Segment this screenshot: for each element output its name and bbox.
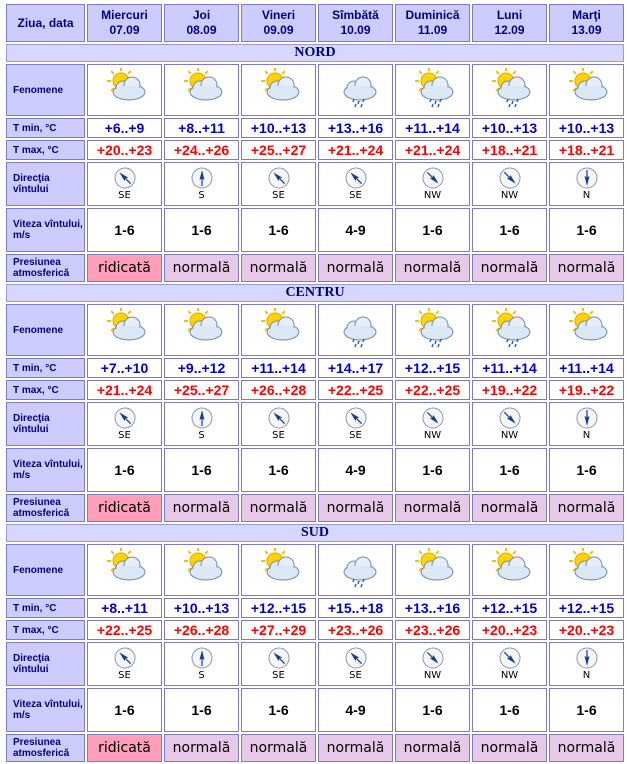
wind-direction-arrow-icon: [88, 647, 161, 669]
partly-cloudy-icon: [178, 575, 226, 592]
tmin-row: [6, 118, 624, 138]
pressure-row: [6, 494, 624, 522]
partly-cloudy-icon: [255, 95, 303, 112]
tmax-cell: +18..+21: [472, 140, 547, 160]
wind-direction-cell: [318, 162, 393, 206]
wind-direction-arrow-icon: [88, 167, 161, 189]
wind-direction-cell: [472, 402, 547, 446]
pressure-cell: normală: [241, 494, 316, 522]
wind-speed-cell: 1-6: [87, 688, 162, 732]
wind-direction-cell: [164, 642, 239, 686]
wind-direction-arrow-icon: [165, 647, 238, 669]
wind-speed-cell: 1-6: [164, 208, 239, 252]
wind-speed-cell: 1-6: [549, 448, 624, 492]
pressure-row: [6, 734, 624, 762]
sun-cloud-rain-icon: [409, 95, 457, 112]
tmin-cell: +11..+14: [549, 358, 624, 378]
tmin-cell: +11..+14: [241, 358, 316, 378]
wind-direction-cell: [241, 402, 316, 446]
weather-cell: [472, 304, 547, 356]
region-title-row: [6, 44, 624, 62]
tmin-cell: +13..+16: [318, 118, 393, 138]
pressure-cell: normală: [395, 254, 470, 282]
wind-direction-cell: [87, 162, 162, 206]
tmin-label: T min, °C: [6, 358, 85, 378]
wind-direction-label: SE: [349, 430, 362, 441]
wind-speed-cell: 1-6: [241, 208, 316, 252]
wind-speed-cell: 4-9: [318, 208, 393, 252]
pressure-cell: ridicată: [87, 734, 162, 762]
pressure-cell: normală: [241, 254, 316, 282]
day-header: [395, 4, 470, 42]
tmax-row: [6, 620, 624, 640]
wind-direction-label: N: [582, 430, 591, 441]
wind-speed-cell: 1-6: [549, 688, 624, 732]
pressure-cell: normală: [164, 734, 239, 762]
tmax-cell: +21..+24: [318, 140, 393, 160]
tmin-cell: +12..+15: [395, 358, 470, 378]
partly-cloudy-icon: [486, 575, 534, 592]
tmax-cell: +24..+26: [164, 140, 239, 160]
tmax-label: T max, °C: [6, 620, 85, 640]
pressure-row: [6, 254, 624, 282]
day-name: Duminică: [405, 8, 460, 22]
wind-direction-arrow-icon: [319, 167, 392, 189]
wind-direction-cell: [87, 642, 162, 686]
wind-direction-label: SE: [349, 190, 362, 201]
tmax-label: T max, °C: [6, 140, 85, 160]
tmin-cell: +7..+10: [87, 358, 162, 378]
region-title-centru: CENTRU: [6, 284, 624, 302]
wind-speed-cell: 1-6: [87, 448, 162, 492]
wind-direction-cell: [164, 402, 239, 446]
tmin-cell: +12..+15: [472, 598, 547, 618]
day-date: 11.09: [417, 23, 448, 37]
wind-direction-label: S: [198, 190, 205, 201]
tmax-cell: +23..+26: [395, 620, 470, 640]
wind-direction-arrow-icon: [396, 407, 469, 429]
wind-speed-row: [6, 208, 624, 252]
tmax-cell: +19..+22: [472, 380, 547, 400]
weather-cell: [164, 304, 239, 356]
wind-speed-cell: 1-6: [164, 448, 239, 492]
pressure-cell: normală: [318, 494, 393, 522]
wind-speed-cell: 1-6: [164, 688, 239, 732]
wind-direction-arrow-icon: [473, 407, 546, 429]
wind-direction-arrow-icon: [473, 167, 546, 189]
weather-cell: [395, 544, 470, 596]
wind-direction-arrow-icon: [242, 167, 315, 189]
partly-cloudy-icon: [409, 575, 457, 592]
tmax-cell: +26..+28: [164, 620, 239, 640]
wind-direction-cell: [472, 642, 547, 686]
weather-cell: [241, 544, 316, 596]
tmin-cell: +11..+14: [395, 118, 470, 138]
wind-speed-cell: 1-6: [395, 208, 470, 252]
day-name: Luni: [496, 8, 523, 22]
partly-cloudy-icon: [255, 575, 303, 592]
partly-cloudy-icon: [101, 95, 149, 112]
wind-direction-label: SE: [118, 190, 131, 201]
pressure-cell: normală: [395, 494, 470, 522]
day-header: [87, 4, 162, 42]
wind-direction-label: NW: [500, 190, 519, 201]
weather-cell: [87, 304, 162, 356]
phenomena-label: Fenomene: [6, 544, 85, 596]
wind-speed-label: Viteza vîntului, m/s: [6, 208, 85, 252]
wind-direction-label: SE: [272, 430, 285, 441]
wind-direction-arrow-icon: [396, 167, 469, 189]
tmax-cell: +21..+24: [395, 140, 470, 160]
wind-direction-label: SE: [118, 670, 131, 681]
wind-speed-cell: 1-6: [472, 688, 547, 732]
weather-cell: [318, 64, 393, 116]
tmin-row: [6, 358, 624, 378]
wind-direction-label: SE: [272, 670, 285, 681]
wind-speed-label: Viteza vîntului, m/s: [6, 448, 85, 492]
pressure-cell: normală: [549, 494, 624, 522]
tmin-label: T min, °C: [6, 598, 85, 618]
header-row: [6, 4, 624, 42]
tmin-cell: +8..+11: [164, 118, 239, 138]
wind-speed-cell: 1-6: [241, 688, 316, 732]
weather-cell: [472, 64, 547, 116]
day-name: Miercuri: [101, 8, 148, 22]
day-date: 08.09: [186, 23, 217, 37]
phenomena-label: Fenomene: [6, 304, 85, 356]
weather-cell: [318, 544, 393, 596]
sun-cloud-rain-icon: [486, 335, 534, 352]
wind-direction-cell: [395, 402, 470, 446]
pressure-cell: ridicată: [87, 494, 162, 522]
wind-direction-arrow-icon: [550, 647, 623, 669]
phenomena-label: Fenomene: [6, 64, 85, 116]
wind-direction-cell: [472, 162, 547, 206]
wind-direction-arrow-icon: [319, 407, 392, 429]
tmax-cell: +27..+29: [241, 620, 316, 640]
day-name: Marţi: [572, 8, 601, 22]
tmin-cell: +12..+15: [549, 598, 624, 618]
tmin-cell: +12..+15: [241, 598, 316, 618]
wind-direction-label: Direcţia vîntului: [6, 162, 85, 206]
tmax-cell: +20..+23: [549, 620, 624, 640]
wind-direction-cell: [318, 402, 393, 446]
wind-direction-label: NW: [500, 670, 519, 681]
day-header: [164, 4, 239, 42]
tmin-cell: +10..+13: [241, 118, 316, 138]
wind-direction-label: N: [582, 190, 591, 201]
wind-direction-cell: [241, 642, 316, 686]
rain-cloud-icon: [332, 575, 380, 592]
tmax-cell: +26..+28: [241, 380, 316, 400]
wind-direction-label: SE: [349, 670, 362, 681]
partly-cloudy-icon: [563, 335, 611, 352]
tmax-cell: +22..+25: [87, 620, 162, 640]
tmax-cell: +23..+26: [318, 620, 393, 640]
partly-cloudy-icon: [178, 95, 226, 112]
pressure-cell: normală: [318, 734, 393, 762]
phenomena-row: [6, 544, 624, 596]
wind-direction-label: S: [198, 430, 205, 441]
wind-direction-arrow-icon: [550, 167, 623, 189]
tmax-cell: +19..+22: [549, 380, 624, 400]
forecast-container: [4, 2, 624, 764]
day-header: [472, 4, 547, 42]
tmin-cell: +13..+16: [395, 598, 470, 618]
weather-cell: [87, 544, 162, 596]
pressure-cell: normală: [472, 734, 547, 762]
wind-direction-label: NW: [423, 670, 442, 681]
tmax-cell: +21..+24: [87, 380, 162, 400]
tmax-cell: +22..+25: [395, 380, 470, 400]
forecast-table: [4, 2, 626, 764]
phenomena-row: [6, 304, 624, 356]
weather-cell: [318, 304, 393, 356]
wind-direction-cell: [241, 162, 316, 206]
pressure-cell: normală: [318, 254, 393, 282]
day-header: [549, 4, 624, 42]
partly-cloudy-icon: [563, 95, 611, 112]
pressure-cell: normală: [472, 254, 547, 282]
wind-direction-arrow-icon: [165, 407, 238, 429]
wind-speed-cell: 1-6: [87, 208, 162, 252]
day-header: [241, 4, 316, 42]
tmax-cell: +25..+27: [164, 380, 239, 400]
partly-cloudy-icon: [101, 335, 149, 352]
day-date: 12.09: [494, 23, 525, 37]
wind-direction-cell: [549, 162, 624, 206]
day-header: [318, 4, 393, 42]
wind-direction-row: [6, 642, 624, 686]
wind-direction-cell: [549, 402, 624, 446]
wind-direction-label: Direcţia vîntului: [6, 642, 85, 686]
tmin-cell: +11..+14: [472, 358, 547, 378]
wind-direction-label: S: [198, 670, 205, 681]
wind-direction-cell: [318, 642, 393, 686]
day-name: Sîmbătă: [332, 8, 379, 22]
wind-direction-label: SE: [272, 190, 285, 201]
wind-speed-cell: 1-6: [549, 208, 624, 252]
wind-speed-cell: 1-6: [472, 208, 547, 252]
partly-cloudy-icon: [178, 335, 226, 352]
weather-cell: [241, 304, 316, 356]
tmin-cell: +15..+18: [318, 598, 393, 618]
tmin-cell: +6..+9: [87, 118, 162, 138]
pressure-label: Presiunea atmosferică: [6, 254, 85, 282]
day-date: 10.09: [340, 23, 371, 37]
wind-direction-arrow-icon: [396, 647, 469, 669]
partly-cloudy-icon: [255, 335, 303, 352]
wind-direction-arrow-icon: [165, 167, 238, 189]
pressure-cell: normală: [164, 254, 239, 282]
tmax-cell: +20..+23: [472, 620, 547, 640]
wind-direction-arrow-icon: [242, 407, 315, 429]
tmin-cell: +10..+13: [549, 118, 624, 138]
tmin-cell: +10..+13: [164, 598, 239, 618]
pressure-cell: normală: [164, 494, 239, 522]
day-name: Vineri: [261, 8, 296, 22]
region-title-nord: NORD: [6, 44, 624, 62]
wind-direction-label: NW: [423, 430, 442, 441]
wind-speed-label: Viteza vîntului, m/s: [6, 688, 85, 732]
tmin-cell: +8..+11: [87, 598, 162, 618]
weather-cell: [395, 64, 470, 116]
weather-cell: [87, 64, 162, 116]
region-title-row: [6, 284, 624, 302]
wind-speed-cell: 1-6: [395, 448, 470, 492]
tmax-row: [6, 140, 624, 160]
partly-cloudy-icon: [563, 575, 611, 592]
sun-cloud-rain-icon: [486, 95, 534, 112]
weather-cell: [395, 304, 470, 356]
wind-speed-cell: 1-6: [241, 448, 316, 492]
tmax-label: T max, °C: [6, 380, 85, 400]
wind-direction-arrow-icon: [242, 647, 315, 669]
wind-direction-arrow-icon: [550, 407, 623, 429]
region-title-row: [6, 524, 624, 542]
pressure-cell: normală: [549, 254, 624, 282]
corner-label: Ziua, data: [6, 4, 85, 42]
wind-direction-cell: [395, 162, 470, 206]
weather-cell: [241, 64, 316, 116]
wind-direction-row: [6, 162, 624, 206]
tmax-cell: +25..+27: [241, 140, 316, 160]
tmin-cell: +14..+17: [318, 358, 393, 378]
tmin-label: T min, °C: [6, 118, 85, 138]
pressure-cell: normală: [395, 734, 470, 762]
rain-cloud-icon: [332, 95, 380, 112]
pressure-label: Presiunea atmosferică: [6, 734, 85, 762]
wind-direction-label: NW: [423, 190, 442, 201]
day-date: 07.09: [109, 23, 140, 37]
tmax-cell: +22..+25: [318, 380, 393, 400]
rain-cloud-icon: [332, 335, 380, 352]
wind-direction-cell: [549, 642, 624, 686]
day-name: Joi: [192, 8, 211, 22]
pressure-cell: normală: [472, 494, 547, 522]
weather-cell: [164, 64, 239, 116]
wind-speed-row: [6, 448, 624, 492]
pressure-cell: normală: [549, 734, 624, 762]
tmin-row: [6, 598, 624, 618]
weather-cell: [549, 64, 624, 116]
phenomena-row: [6, 64, 624, 116]
wind-direction-label: N: [582, 670, 591, 681]
pressure-cell: ridicată: [87, 254, 162, 282]
pressure-label: Presiunea atmosferică: [6, 494, 85, 522]
tmax-row: [6, 380, 624, 400]
tmax-cell: +18..+21: [549, 140, 624, 160]
wind-direction-cell: [164, 162, 239, 206]
wind-speed-cell: 1-6: [395, 688, 470, 732]
tmax-cell: +20..+23: [87, 140, 162, 160]
wind-speed-row: [6, 688, 624, 732]
weather-cell: [472, 544, 547, 596]
day-date: 13.09: [571, 23, 602, 37]
wind-direction-arrow-icon: [473, 647, 546, 669]
wind-direction-arrow-icon: [88, 407, 161, 429]
partly-cloudy-icon: [101, 575, 149, 592]
wind-direction-row: [6, 402, 624, 446]
wind-direction-cell: [87, 402, 162, 446]
wind-direction-label: Direcţia vîntului: [6, 402, 85, 446]
wind-direction-label: SE: [118, 430, 131, 441]
wind-speed-cell: 4-9: [318, 688, 393, 732]
pressure-cell: normală: [241, 734, 316, 762]
tmin-cell: +10..+13: [472, 118, 547, 138]
wind-direction-label: NW: [500, 430, 519, 441]
wind-direction-cell: [395, 642, 470, 686]
wind-speed-cell: 4-9: [318, 448, 393, 492]
day-date: 09.09: [263, 23, 294, 37]
weather-cell: [549, 544, 624, 596]
region-title-sud: SUD: [6, 524, 624, 542]
tmin-cell: +9..+12: [164, 358, 239, 378]
wind-speed-cell: 1-6: [472, 448, 547, 492]
weather-cell: [549, 304, 624, 356]
weather-cell: [164, 544, 239, 596]
wind-direction-arrow-icon: [319, 647, 392, 669]
sun-cloud-rain-icon: [409, 335, 457, 352]
